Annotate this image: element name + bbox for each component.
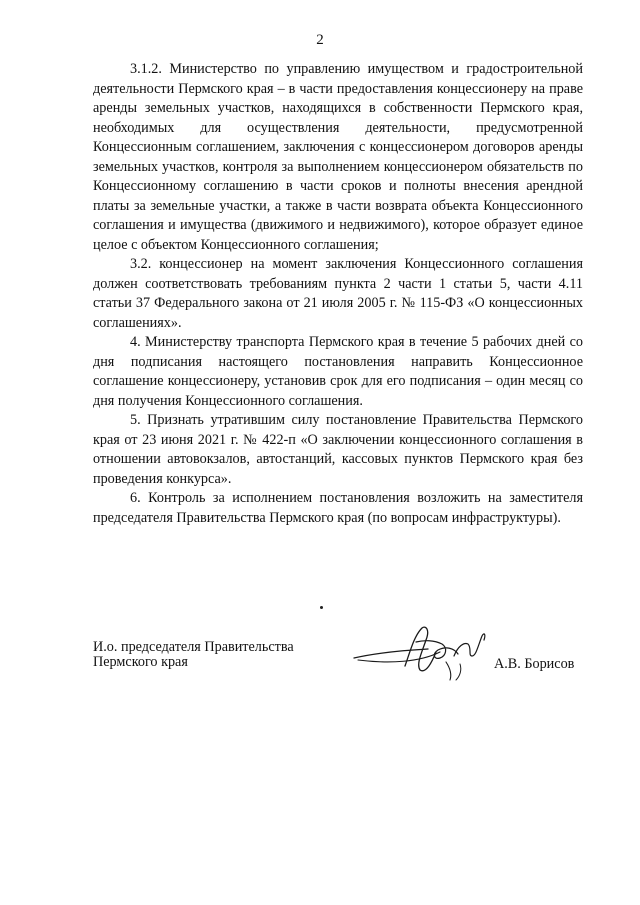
handwritten-signature: [350, 622, 500, 692]
signer-title: [93, 640, 333, 670]
paragraph-6: 6. Контроль за исполнением постановления возложить на заместителя председателя Правительства Пермского края (по вопросам инфраструктуры).: [93, 490, 583, 526]
paragraph-5: 5. Признать утратившим силу постановление Правительства Пермского края от 23 июня 2021 г. № 422-п «О заключении концессионного соглашения в отношении автовокзалов, автостанций, кассовых пунктов Пермского края без проведения конкурса».: [93, 412, 583, 487]
signer-name: А.В. Борисов: [494, 656, 575, 672]
stray-mark: [320, 606, 323, 609]
signer-title-line-1: И.о. председателя Правительства: [93, 639, 294, 655]
paragraph-3-1-2: 3.1.2. Министерство по управлению имуществом и градостроительной деятельности Пермского края – в части предоставления концессионеру на праве аренды земельных участков, находящихся в собственности Пермского края, необходимых для осуществления деятельности, предусмотренной Концессионным соглашением, заключения с концессионером договоров аренды земельных участков, контроля за выполнением концессионером обязательств по Концессионному соглашению в части сроков и полноты внесения арендной платы за земельные участки, а также в части возврата объекта Концессионного соглашения и имущества (движимого и недвижимого), которое образует единое целое с объектом Концессионного соглашения;: [93, 61, 583, 253]
page-number: 2: [316, 32, 324, 48]
paragraph-3-2: 3.2. концессионер на момент заключения Концессионного соглашения должен соответствовать требованиям пункта 2 части 1 статьи 5, части 4.11 статьи 37 Федерального закона от 21 июля 2005 г. № 115-ФЗ «О концессионных соглашениях».: [93, 256, 583, 331]
signer-title-line-2: Пермского края: [93, 654, 188, 670]
document-body: [93, 60, 583, 528]
paragraph-4: 4. Министерству транспорта Пермского края в течение 5 рабочих дней со дня подписания настоящего постановления направить Концессионное соглашение концессионеру, установив срок для его подписания – один месяц со дня получения Концессионного соглашения.: [93, 334, 583, 409]
